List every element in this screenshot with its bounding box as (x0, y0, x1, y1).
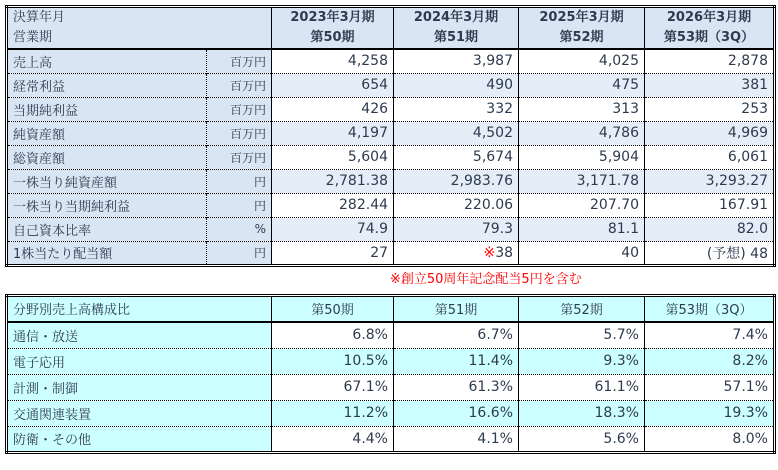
value-cell: 4,258 (272, 49, 394, 73)
value-cell: 4,502 (394, 121, 519, 145)
segment-row (7, 374, 775, 400)
row-unit-cell: 円 (207, 193, 272, 217)
segment-label-cell: 電子応用 (7, 348, 272, 374)
value-cell: 74.9 (272, 217, 394, 241)
value-cell: 27 (272, 241, 394, 265)
segment-value-cell: 4.4% (272, 426, 394, 452)
value-cell: (予想) 48 (645, 241, 775, 265)
financial-row (7, 73, 775, 97)
value-cell: 4,969 (645, 121, 775, 145)
row-unit-cell: 円 (207, 169, 272, 193)
value-cell: 426 (272, 97, 394, 121)
segment-label-cell: 防衛・その他 (7, 426, 272, 452)
segment-value-cell: 18.3% (519, 400, 645, 426)
value-cell: 332 (394, 97, 519, 121)
row-label-cell: 自己資本比率 (7, 217, 207, 241)
segment-label-cell: 交通関連装置 (7, 400, 272, 426)
period-header-2 (519, 7, 645, 50)
value-cell: 2,878 (645, 49, 775, 73)
financial-row (7, 217, 775, 241)
segment-row (7, 426, 775, 452)
row-unit-cell: 百万円 (207, 145, 272, 169)
period-term: 第52期 (559, 30, 604, 45)
segment-value-cell: 11.2% (272, 400, 394, 426)
financial-row (7, 193, 775, 217)
value-cell: 81.1 (519, 217, 645, 241)
row-label-cell: 総資産額 (7, 145, 207, 169)
value-cell: 5,674 (394, 145, 519, 169)
reference-marker: ※ (483, 244, 496, 261)
row-label-cell: 一株当り純資産額 (7, 169, 207, 193)
period-year: 2024年3月期 (413, 10, 499, 25)
financial-row (7, 145, 775, 169)
segment-value-cell: 11.4% (394, 348, 519, 374)
row-label-cell: 純資産額 (7, 121, 207, 145)
corner-header-cell (7, 7, 272, 50)
financial-row (7, 241, 775, 265)
period-year: 2023年3月期 (290, 10, 375, 25)
period-year: 2026年3月期 (666, 10, 752, 25)
value-cell: 5,604 (272, 145, 394, 169)
segment-value-cell: 57.1% (645, 374, 775, 400)
value-cell: 253 (645, 97, 775, 121)
segment-row (7, 348, 775, 374)
value-cell: 4,786 (519, 121, 645, 145)
segment-header-row (7, 295, 775, 322)
value-cell: 4,025 (519, 49, 645, 73)
segment-value-cell: 19.3% (645, 400, 775, 426)
period-year: 2025年3月期 (539, 10, 624, 25)
segment-value-cell: 61.3% (394, 374, 519, 400)
segment-table-title: 分野別売上高構成比 (7, 295, 272, 322)
row-label-cell: 経常利益 (7, 73, 207, 97)
value-cell: 3,293.27 (645, 169, 775, 193)
row-label-cell: 1株当たり配当額 (7, 241, 207, 265)
segment-value-cell: 4.1% (394, 426, 519, 452)
value-cell: 282.44 (272, 193, 394, 217)
row-label-cell: 一株当り当期純利益 (7, 193, 207, 217)
segment-value-cell: 10.5% (272, 348, 394, 374)
financial-row (7, 97, 775, 121)
financial-row (7, 169, 775, 193)
row-unit-cell: 百万円 (207, 97, 272, 121)
segment-value-cell: 7.4% (645, 322, 775, 348)
segment-value-cell: 16.6% (394, 400, 519, 426)
value-cell: 381 (645, 73, 775, 97)
segment-value-cell: 9.3% (519, 348, 645, 374)
value-cell: 3,171.78 (519, 169, 645, 193)
segment-value-cell: 6.8% (272, 322, 394, 348)
value-cell: 4,197 (272, 121, 394, 145)
row-unit-cell: 百万円 (207, 73, 272, 97)
row-label-cell: 売上高 (7, 49, 207, 73)
financial-row (7, 49, 775, 73)
value-cell: 207.70 (519, 193, 645, 217)
segment-value-cell: 5.6% (519, 426, 645, 452)
segment-label-cell: 通信・放送 (7, 322, 272, 348)
period-term: 第50期 (310, 30, 355, 45)
value-cell: 490 (394, 73, 519, 97)
value-cell: 40 (519, 241, 645, 265)
segment-row (7, 400, 775, 426)
segment-value-cell: 8.2% (645, 348, 775, 374)
segment-value-cell: 61.1% (519, 374, 645, 400)
value-cell: 82.0 (645, 217, 775, 241)
fiscal-year-month-label: 決算年月 (13, 10, 66, 25)
value-cell: 220.06 (394, 193, 519, 217)
financial-header-row (7, 7, 775, 50)
period-term: 第53期（3Q） (663, 30, 755, 45)
value-cell: 5,904 (519, 145, 645, 169)
value-cell: 2,983.76 (394, 169, 519, 193)
segment-period-header-0: 第50期 (272, 295, 394, 322)
financial-summary-table (5, 5, 776, 267)
financial-row (7, 121, 775, 145)
value-cell: 3,987 (394, 49, 519, 73)
segment-value-cell: 8.0% (645, 426, 775, 452)
row-unit-cell: 円 (207, 241, 272, 265)
dividend-footnote: ※創立50周年記念配当5円を含む (390, 271, 582, 287)
value-cell: 475 (519, 73, 645, 97)
business-term-label: 営業期 (13, 30, 53, 45)
period-header-1 (394, 7, 519, 50)
segment-label-cell: 計測・制御 (7, 374, 272, 400)
row-unit-cell: % (207, 217, 272, 241)
segment-value-cell: 5.7% (519, 322, 645, 348)
value-cell: 654 (272, 73, 394, 97)
value-cell: ※38 (394, 241, 519, 265)
row-unit-cell: 百万円 (207, 49, 272, 73)
value-cell: 2,781.38 (272, 169, 394, 193)
value-cell: 79.3 (394, 217, 519, 241)
row-label-cell: 当期純利益 (7, 97, 207, 121)
period-term: 第51期 (433, 30, 479, 45)
period-header-3 (645, 7, 775, 50)
segment-composition-table (5, 294, 776, 454)
value-cell: 6,061 (645, 145, 775, 169)
segment-value-cell: 6.7% (394, 322, 519, 348)
segment-period-header-2: 第52期 (519, 295, 645, 322)
value-cell: 167.91 (645, 193, 775, 217)
segment-period-header-1: 第51期 (394, 295, 519, 322)
row-unit-cell: 百万円 (207, 121, 272, 145)
value-cell: 313 (519, 97, 645, 121)
segment-value-cell: 67.1% (272, 374, 394, 400)
segment-period-header-3: 第53期（3Q） (645, 295, 775, 322)
period-header-0 (272, 7, 394, 50)
segment-row (7, 322, 775, 348)
